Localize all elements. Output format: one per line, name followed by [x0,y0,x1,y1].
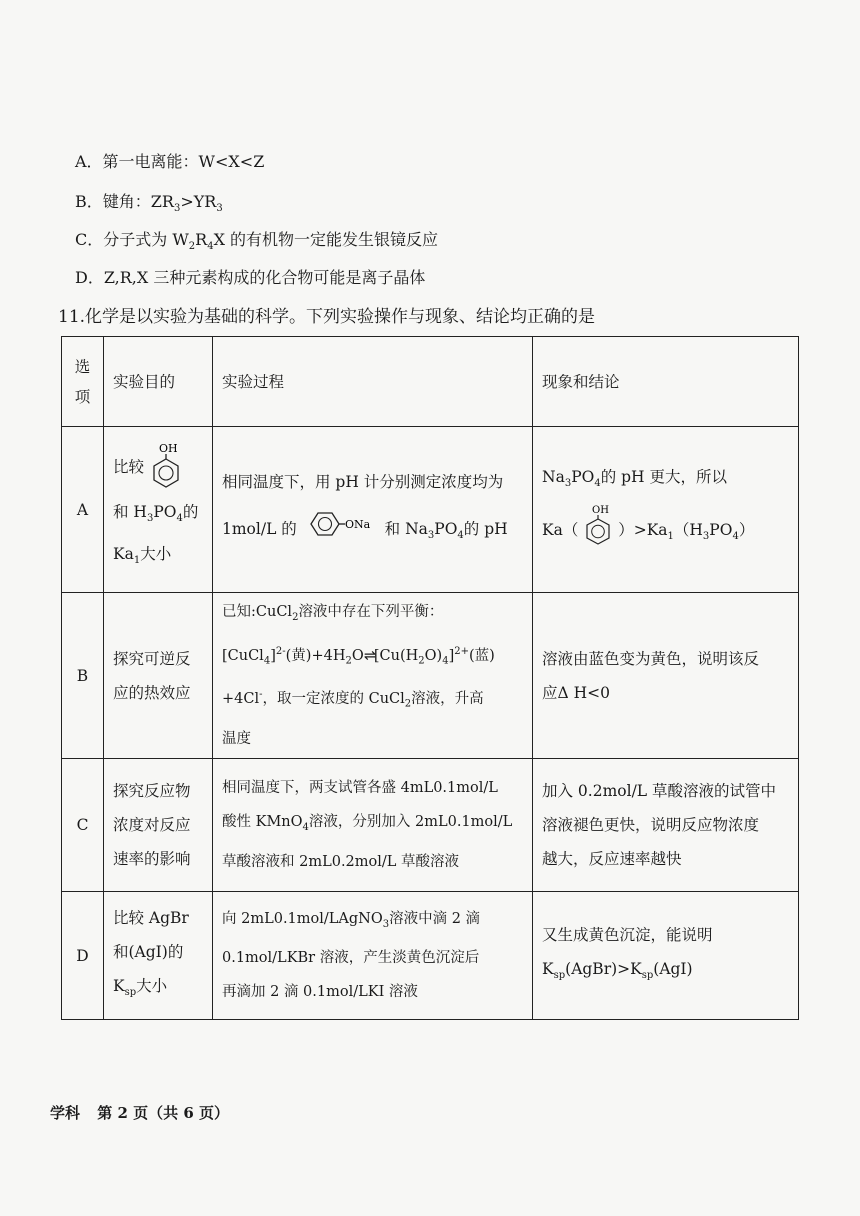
row-result: $Na_3PO_4$的 pH 更大，所以 Ka（ OH ）$>Ka_1(H_3PO_4)$ [533,427,799,593]
row-process: 相同温度下，用 pH 计分别测定浓度均为 1mol/L 的 ONa 和 $Na_3PO_4$的 pH [213,427,533,593]
svg-text:OH: OH [158,442,178,456]
row-process: 向 2mL0.1mol/LAgNO$_3$溶液中滴 2 滴 0.1mol/LKBr 溶液，产生淡黄色沉淀后 再滴加 2 滴 0.1mol/LKI 溶液 [213,892,533,1020]
row-purpose: 探究反应物 浓度对反应 速率的影响 [104,759,213,892]
table-row [62,427,799,593]
table-row [62,759,799,892]
row-result: 溶液由蓝色变为黄色，说明该反 应Δ H<0 [533,593,799,759]
option-a: A．第一电离能：W<X<Z [75,152,265,171]
header-purpose: 实验目的 [104,337,213,427]
header-process: 实验过程 [213,337,533,427]
table-row [62,892,799,1020]
svg-text:ONa: ONa [344,518,370,532]
table-row [62,593,799,759]
page-footer [50,1102,241,1123]
row-purpose: 比较 OH 和 $H_3PO_4$的 $Ka_1$大小 [104,427,213,593]
sodium-phenoxide-structure-icon [302,511,380,549]
footer-subject: 学科 [50,1104,81,1122]
row-option-label: B [62,593,104,759]
row-option-label: D [62,892,104,1020]
header-result: 现象和结论 [533,337,799,427]
option-d: D．Z,R,X 三种元素构成的化合物可能是离子晶体 [75,268,426,287]
option-c: C．分子式为 $W_2R_4X$ 的有机物一定能发生银镜反应 [75,230,439,253]
row-process: 已知:CuCl$_2$溶液中存在下列平衡： [CuCl$_4$]$^{2-}$(黄)$+4H_2O\rightleftharpoons[Cu(H_2O)_4]^{2+}$(蓝) +4Cl-，取一定浓度的 CuCl$_2$溶液，升高 温度 [213,593,533,759]
option-b: B．键角：$ZR_3>YR_3$ [75,192,223,215]
phenol-structure-icon [149,441,183,495]
question-11: 11.化学是以实验为基础的科学。下列实验操作与现象、结论均正确的是 [58,307,596,327]
header-option: 选项 [62,337,104,427]
table-header-row [62,337,799,427]
row-option-label: A [62,427,104,593]
svg-text:OH: OH [592,505,610,517]
row-purpose: 探究可逆反 应的热效应 [104,593,213,759]
phenol-structure-icon [583,503,613,559]
footer-page-number: 第 2 页（共 6 页） [97,1104,230,1122]
row-process: 相同温度下，两支试管各盛 4mL0.1mol/L 酸性 KMnO$_4$溶液，分别加入 2mL0.1mol/L 草酸溶液和 2mL0.2mol/L 草酸溶液 [213,759,533,892]
row-result: 又生成黄色沉淀，能说明 $K_{sp}(AgBr)>K_{sp}(AgI)$ [533,892,799,1020]
row-result: 加入 0.2mol/L 草酸溶液的试管中 溶液褪色更快，说明反应物浓度 越大，反应速率越快 [533,759,799,892]
row-option-label: C [62,759,104,892]
experiment-table [61,336,799,1020]
row-purpose: 比较 AgBr 和(AgI)的 $K_{sp}$大小 [104,892,213,1020]
equilibrium-arrow-icon: ⇌ [363,647,374,664]
